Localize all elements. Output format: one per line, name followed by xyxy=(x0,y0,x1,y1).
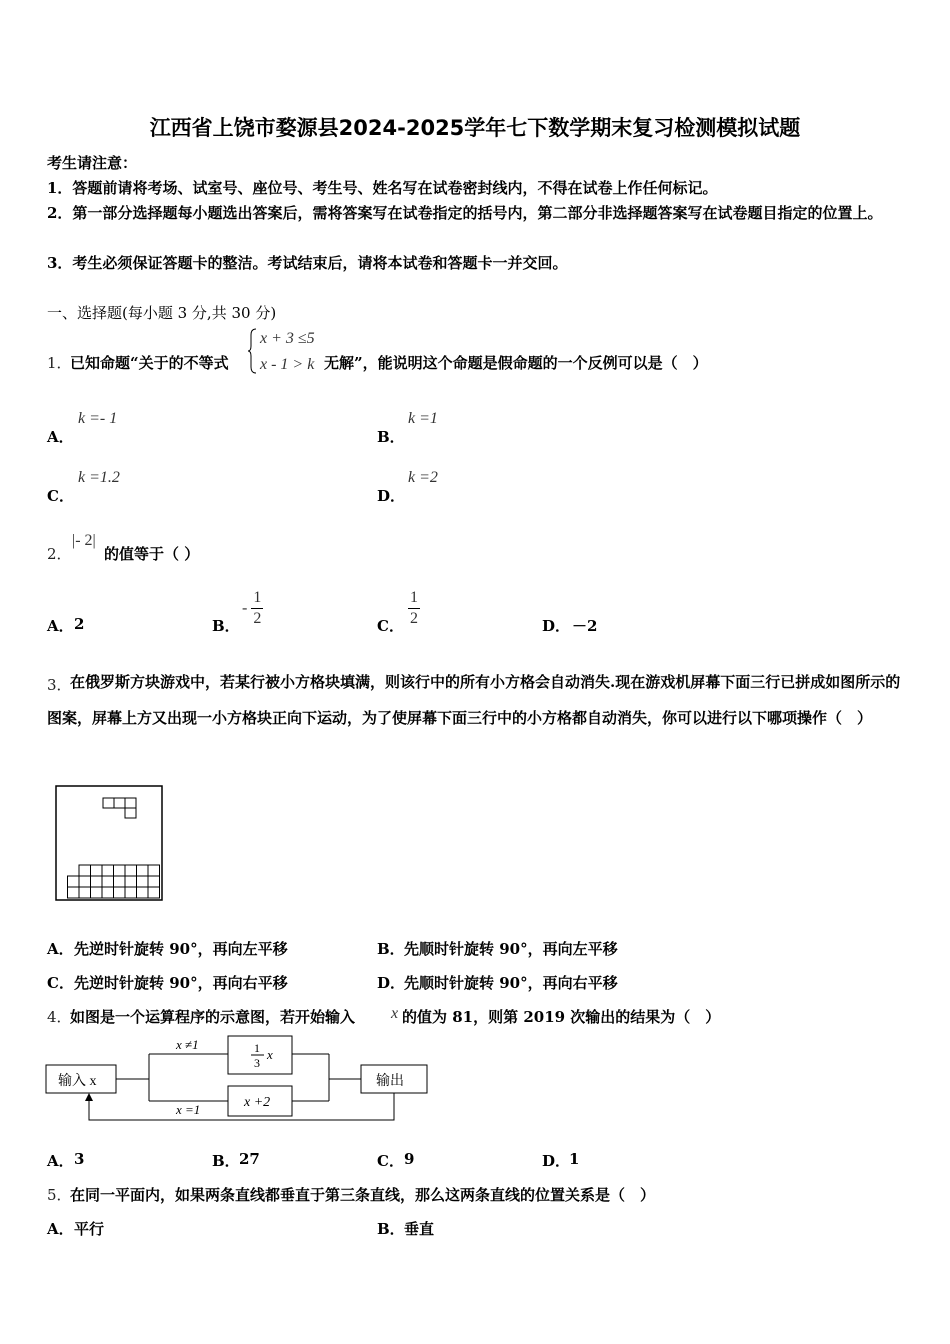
q2-option-b-fraction xyxy=(251,590,263,627)
tetris-bottom-rows xyxy=(68,865,160,898)
notice-heading: 考生请注意： xyxy=(47,154,138,172)
tetris-cell xyxy=(125,876,137,887)
notice-item-2: 2．第一部分选择题每小题选出答案后，需将答案写在试卷指定的括号内，第二部分非选择题答案写在试卷题目指定的位置上。 xyxy=(47,204,883,222)
q2-option-d-value: －2 xyxy=(572,617,598,635)
q2-option-b-label: B． xyxy=(212,617,240,635)
q2-option-b-numerator: 1 xyxy=(253,589,262,606)
q4-option-a-value: 3 xyxy=(74,1150,85,1168)
q5-option-b-label: B． xyxy=(377,1220,405,1238)
q2-text: 的值等于（ ） xyxy=(104,545,200,563)
q4-option-d-label: D． xyxy=(542,1152,571,1170)
tetris-cell xyxy=(125,865,137,876)
q2-option-b-value xyxy=(242,590,263,627)
tetris-cell xyxy=(114,887,126,898)
q1-option-c-value: k =1.2 xyxy=(78,469,120,486)
q1-system-line2: x - 1 > k xyxy=(260,356,315,373)
q1-option-a-value: k =- 1 xyxy=(78,410,118,427)
q1-option-b-label: B． xyxy=(377,428,405,446)
q4-option-a-label: A． xyxy=(47,1152,74,1170)
q4-number: 4． xyxy=(47,1008,72,1026)
q4-option-c-label: C． xyxy=(377,1152,404,1170)
q4-option-b-value: 27 xyxy=(239,1150,260,1168)
q4-text-after: 的值为 81，则第 2019 次输出的结果为（ ） xyxy=(402,1008,721,1026)
q3-tetris-figure xyxy=(55,785,165,903)
tetris-cell xyxy=(114,876,126,887)
q3-option-c-label: C． xyxy=(47,974,74,992)
tetris-cell xyxy=(102,865,114,876)
flow-arrow-head xyxy=(85,1093,93,1101)
q1-number: 1． xyxy=(47,354,72,372)
q1-option-d-value: k =2 xyxy=(408,469,438,486)
q3-option-d-value: 先顺时针旋转 90°，再向右平移 xyxy=(404,974,618,992)
q1-system-brace xyxy=(248,329,256,373)
tetris-cell xyxy=(137,887,149,898)
q2-option-c-numerator: 1 xyxy=(410,589,418,606)
q2-expression: |- 2| xyxy=(72,532,96,549)
q2-option-d-label: D． xyxy=(542,617,571,635)
q2-option-c-fraction xyxy=(408,590,420,627)
tetris-cell xyxy=(68,876,80,887)
q1-text-after: 无解”，能说明这个命题是假命题的一个反例可以是（ ） xyxy=(324,354,708,372)
notice-item-1: 1．答题前请将考场、试室号、座位号、考生号、姓名写在试卷密封线内，不得在试卷上作任何标记。 xyxy=(47,179,718,197)
q2-option-c-label: C． xyxy=(377,617,404,635)
page-title: 江西省上饶市婺源县2024-2025学年七下数学期末复习检测模拟试题 xyxy=(149,116,801,140)
q2-option-a-value: 2 xyxy=(74,615,85,633)
tetris-cell xyxy=(148,865,160,876)
section-heading: 一、选择题(每小题 3 分,共 30 分) xyxy=(47,304,277,322)
q1-text-before: 已知命题“关于的不等式 xyxy=(70,354,229,372)
q4-flowchart xyxy=(44,1034,434,1124)
tetris-cell xyxy=(91,876,103,887)
flow-cond-bottom: x =1 xyxy=(176,1102,201,1117)
q1-option-d-label: D． xyxy=(377,487,406,505)
flow-input-label: 输入 x xyxy=(58,1074,97,1089)
q2-option-b-denominator: 2 xyxy=(253,610,262,627)
q3-number: 3． xyxy=(47,676,72,694)
tetris-cell xyxy=(91,887,103,898)
q2-option-a-label: A． xyxy=(47,617,74,635)
flow-op-top-numerator: 1 xyxy=(254,1041,260,1055)
q1-option-a-label: A． xyxy=(47,428,74,446)
tetris-cell xyxy=(137,876,149,887)
q3-text: 在俄罗斯方块游戏中，若某行被小方格块填满，则该行中的所有小方格会自动消失.现在游戏机屏幕下面三行已拼成如图所示的图案，屏幕上方又出现一小方格块正向下运动，为了使屏幕下面三行中的小方格都自动消失，你可以进行以下哪项操作（ ） xyxy=(47,673,901,727)
q2-option-b-sign: - xyxy=(242,599,248,617)
q5-option-b-value: 垂直 xyxy=(404,1220,435,1238)
fraction-bar xyxy=(251,608,263,609)
q1-option-b-value: k =1 xyxy=(408,410,438,427)
q5-text: 在同一平面内，如果两条直线都垂直于第三条直线，那么这两条直线的位置关系是（ ） xyxy=(70,1186,656,1204)
tetris-cell xyxy=(68,887,80,898)
flow-cond-top: x ≠1 xyxy=(176,1037,199,1052)
q4-text-before: 如图是一个运算程序的示意图，若开始输入 xyxy=(70,1008,356,1026)
flow-op-bottom-label: x +2 xyxy=(244,1095,271,1110)
q2-number: 2． xyxy=(47,545,72,563)
tetris-cell xyxy=(114,865,126,876)
q3-option-a-value: 先逆时针旋转 90°，再向左平移 xyxy=(74,940,288,958)
q3-option-c-value: 先逆时针旋转 90°，再向右平移 xyxy=(74,974,288,992)
tetris-cell xyxy=(79,876,91,887)
q3-option-b-label: B． xyxy=(377,940,405,958)
tetris-cell xyxy=(137,865,149,876)
fraction-bar xyxy=(408,608,420,609)
tetris-screen xyxy=(56,786,162,900)
tetris-cell xyxy=(102,876,114,887)
flow-op-top-variable: x xyxy=(267,1047,273,1062)
notice-item-3: 3．考生必须保证答题卡的整洁。考试结束后，请将本试卷和答题卡一并交回。 xyxy=(47,254,568,272)
q4-option-c-value: 9 xyxy=(404,1150,415,1168)
q2-option-c-denominator: 2 xyxy=(410,610,418,627)
tetris-cell xyxy=(79,865,91,876)
q3-option-b-value: 先顺时针旋转 90°，再向左平移 xyxy=(404,940,618,958)
tetris-cell xyxy=(102,887,114,898)
flow-op-top-denominator: 3 xyxy=(254,1056,260,1070)
q5-option-a-label: A． xyxy=(47,1220,74,1238)
q3-option-d-label: D． xyxy=(377,974,406,992)
q4-option-b-label: B． xyxy=(212,1152,240,1170)
flow-output-label: 输出 xyxy=(376,1074,404,1089)
tetris-cell xyxy=(148,876,160,887)
flow-connectors xyxy=(116,1054,361,1101)
q5-number: 5． xyxy=(47,1186,72,1204)
q3-option-a-label: A． xyxy=(47,940,74,958)
q2-option-c-value xyxy=(408,590,420,627)
q4-variable: x xyxy=(391,1005,399,1022)
q1-inequality-system xyxy=(248,326,328,376)
tetris-cell xyxy=(79,887,91,898)
q4-option-d-value: 1 xyxy=(569,1150,580,1168)
tetris-cell xyxy=(91,865,103,876)
tetris-cell xyxy=(148,887,160,898)
tetris-falling-block xyxy=(103,798,136,818)
tetris-cell xyxy=(125,887,137,898)
q1-option-c-label: C． xyxy=(47,487,74,505)
q1-system-line1: x + 3 ≤5 xyxy=(260,330,315,347)
q5-option-a-value: 平行 xyxy=(74,1220,105,1238)
